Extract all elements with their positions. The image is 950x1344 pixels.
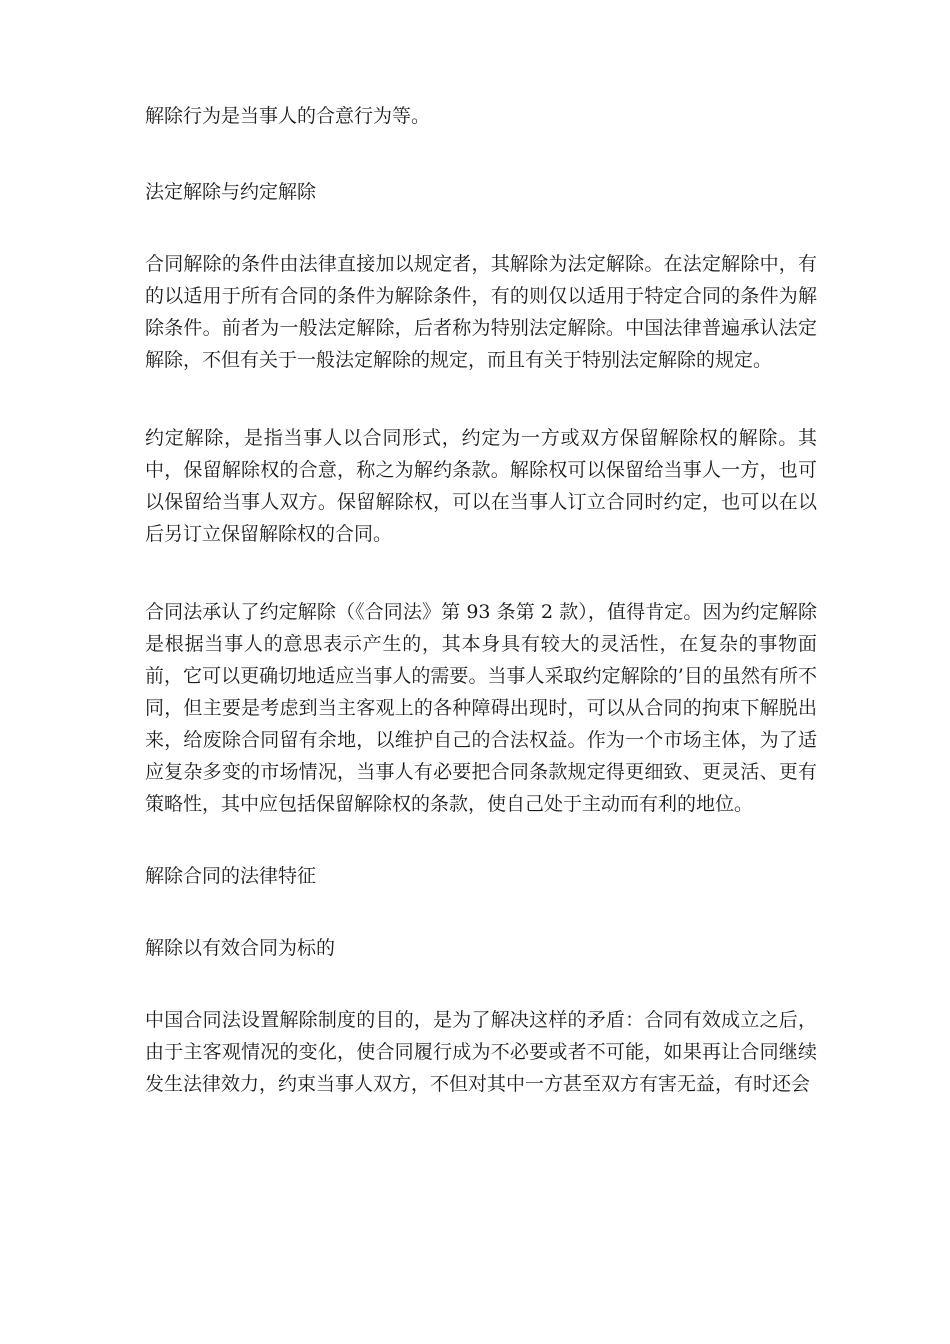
- heading-valid-contract-subject: 解除以有效合同为标的: [145, 937, 336, 959]
- paragraph-intro: 解除行为是当事人的合意行为等。: [145, 105, 431, 127]
- paragraph-purpose-of-termination: 中国合同法设置解除制度的目的，是为了解决这样的矛盾：合同有效成立之后，由于主客观情况的变化，使合同履行成为不必要或者不可能，如果再让合同继续发生法律效力，约束当事人双方，不但对其中一方甚至双方有害无益，有时还会: [145, 1009, 817, 1095]
- paragraph-statutory-termination: 合同解除的条件由法律直接加以规定者，其解除为法定解除。在法定解除中，有的以适用于所有合同的条件为解除条件，有的则仅以适用于特定合同的条件为解除条件。前者为一般法定解除，后者称为特别法定解除。中国法律普遍承认法定解除，不但有关于一般法定解除的规定，而且有关于特别法定解除的规定。: [145, 253, 817, 371]
- paragraph-contract-law-recognition: 合同法承认了约定解除（《合同法》第 93 条第 2 款），值得肯定。因为约定解除是根据当事人的意思表示产生的，其本身具有较大的灵活性，在复杂的事物面前，它可以更确切地适应当事人的需要。当事人采取约定解除的’目的虽然有所不同，但主要是考虑到当主客观上的各种障碍出现时，可以从合同的拘束下解脱出来，给废除合同留有余地，以维护自己的合法权益。作为一个市场主体，为了适应复杂多变的市场情况，当事人有必要把合同条款规定得更细致、更灵活、更有策略性，其中应包括保留解除权的条款，使自己处于主动而有利的地位。: [145, 601, 817, 815]
- paragraph-agreed-termination: 约定解除，是指当事人以合同形式，约定为一方或双方保留解除权的解除。其中，保留解除权的合意，称之为解约条款。解除权可以保留给当事人一方，也可以保留给当事人双方。保留解除权，可以在当事人订立合同时约定，也可以在以后另订立保留解除权的合同。: [145, 427, 817, 545]
- document-body: [145, 100, 817, 1100]
- heading-statutory-and-agreed-termination: 法定解除与约定解除: [145, 181, 317, 203]
- heading-legal-characteristics: 解除合同的法律特征: [145, 865, 317, 887]
